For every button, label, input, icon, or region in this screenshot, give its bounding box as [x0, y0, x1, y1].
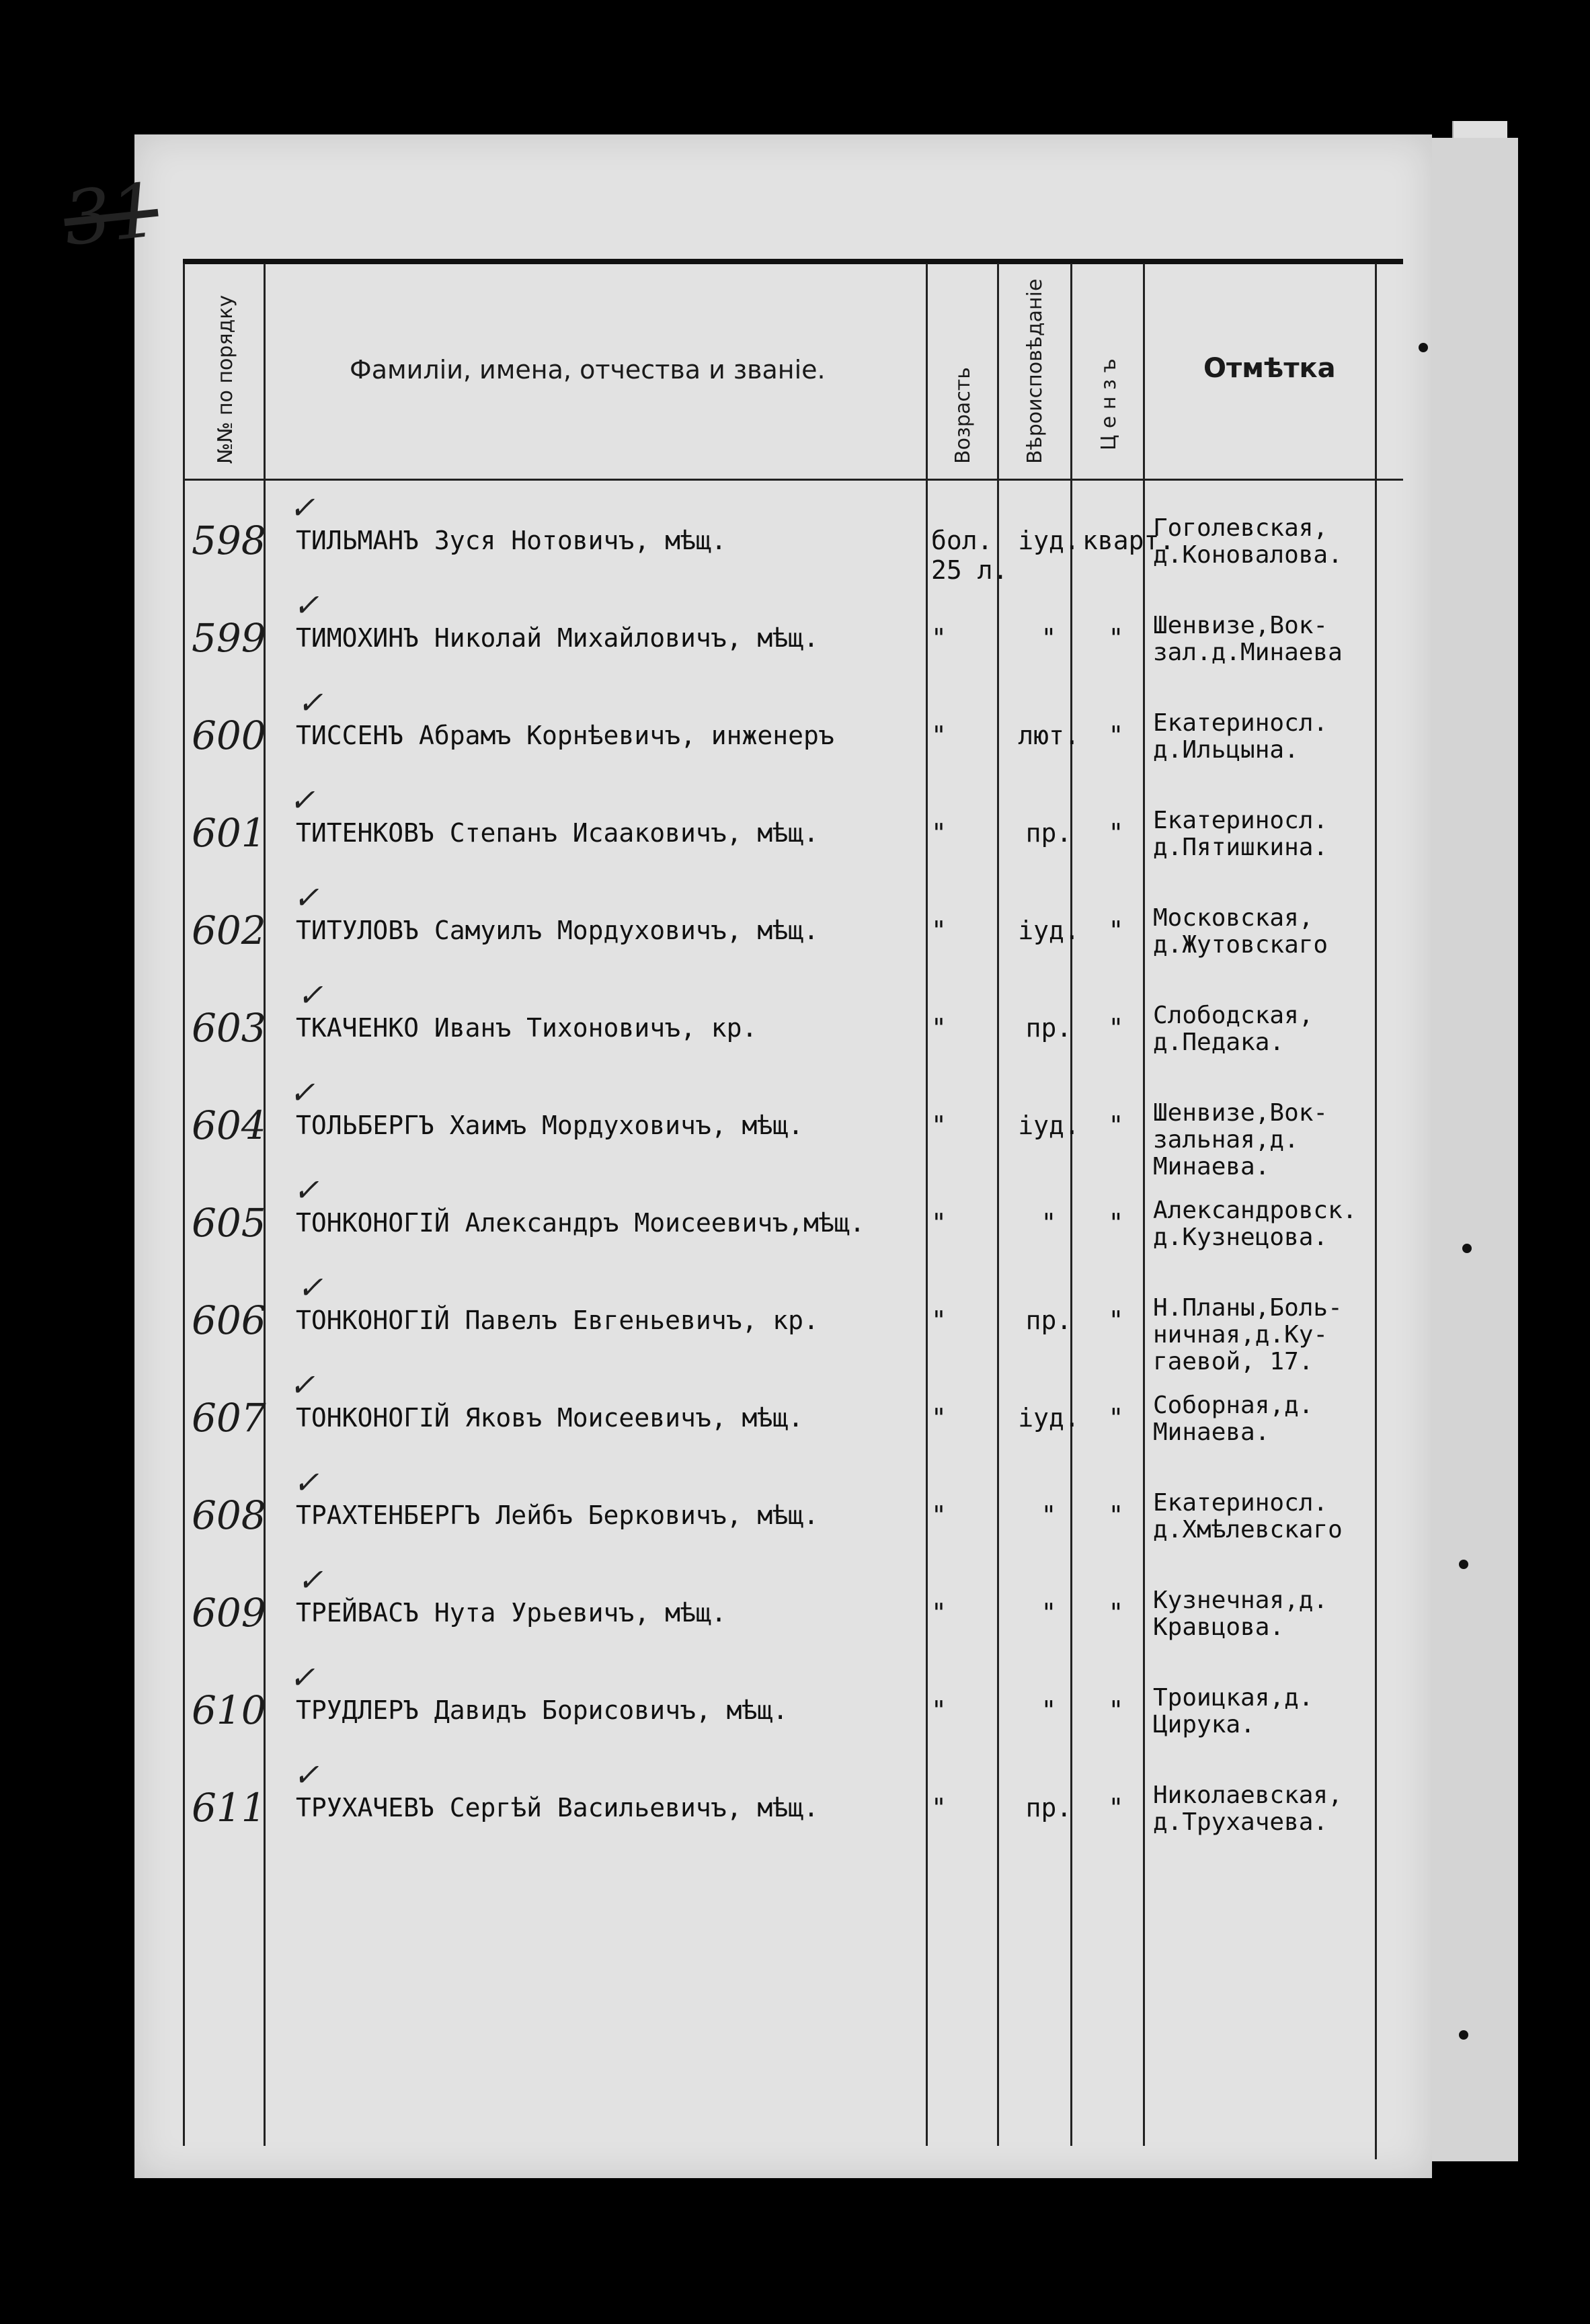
- check-mark-icon: ✓: [293, 1172, 319, 1208]
- person-religion: ": [1041, 1500, 1057, 1530]
- person-age: ": [931, 1793, 947, 1822]
- person-census: ": [1108, 916, 1124, 945]
- person-address: Слободская, д.Педака.: [1153, 1002, 1314, 1056]
- person-religion: ": [1041, 1695, 1057, 1725]
- row-number: 611: [192, 1785, 266, 1831]
- table-row: [0, 1172, 1590, 1294]
- person-census: ": [1108, 1500, 1124, 1530]
- row-number: 598: [192, 518, 266, 563]
- person-address: Гоголевская, д.Коновалова.: [1153, 514, 1343, 569]
- person-name: ТОНКОНОГIЙ Яковъ Моисеевичъ, мѣщ.: [296, 1403, 803, 1433]
- person-address: Николаевская, д.Трухачева.: [1153, 1781, 1343, 1836]
- table-row: [0, 489, 1590, 612]
- person-address: Н.Планы,Боль- ничная,д.Ку- гаевой, 17.: [1153, 1294, 1343, 1375]
- table-row: [0, 977, 1590, 1099]
- person-name: ТОЛЬБЕРГЪ Хаимъ Мордуховичъ, мѣщ.: [296, 1111, 803, 1140]
- person-age: ": [931, 721, 947, 750]
- person-age: ": [931, 1208, 947, 1238]
- person-religion: пр.: [1025, 1013, 1072, 1043]
- person-age: ": [931, 1306, 947, 1335]
- person-age: ": [931, 1598, 947, 1628]
- binding-hole: [1459, 1560, 1468, 1569]
- table-row: [0, 1659, 1590, 1781]
- check-mark-icon: ✓: [293, 1757, 319, 1793]
- table-row: [0, 1367, 1590, 1489]
- person-religion: iуд.: [1018, 526, 1080, 555]
- person-address: Екатериносл. д.Ильцына.: [1153, 709, 1328, 764]
- person-address: Шенвизе,Вок- зал.д.Минаева: [1153, 612, 1343, 666]
- person-census: ": [1108, 1013, 1124, 1043]
- header-religion: Вѣроисповѣданіе: [1023, 278, 1047, 464]
- person-age: ": [931, 916, 947, 945]
- person-name: ТОНКОНОГIЙ Павелъ Евгеньевичъ, кр.: [296, 1306, 819, 1335]
- row-number: 610: [192, 1687, 266, 1733]
- person-name: ТИССЕНЪ Абрамъ Корнѣевичъ, инженеръ: [296, 721, 834, 750]
- person-religion: ": [1041, 623, 1057, 653]
- person-census: ": [1108, 1208, 1124, 1238]
- person-census: кварт.: [1082, 526, 1175, 555]
- person-age: ": [931, 1111, 947, 1140]
- header-top-rule: [183, 259, 1403, 264]
- person-religion: ": [1041, 1598, 1057, 1628]
- person-name: ТРУХАЧЕВЪ Сергѣй Васильевичъ, мѣщ.: [296, 1793, 819, 1822]
- row-number: 604: [192, 1103, 266, 1148]
- header-note: Отмѣтка: [1203, 353, 1336, 384]
- check-mark-icon: ✓: [297, 1269, 323, 1306]
- table-row: [0, 1269, 1590, 1392]
- person-religion: ": [1041, 1208, 1057, 1238]
- check-mark-icon: ✓: [293, 879, 319, 916]
- table-row: [0, 1562, 1590, 1684]
- table-row: [0, 1074, 1590, 1197]
- person-census: ": [1108, 1111, 1124, 1140]
- check-mark-icon: ✓: [289, 1367, 315, 1403]
- person-name: ТОНКОНОГIЙ Александръ Моисеевичъ,мѣщ.: [296, 1208, 865, 1238]
- row-number: 603: [192, 1005, 266, 1051]
- person-address: Екатериносл. д.Пятишкина.: [1153, 807, 1328, 861]
- check-mark-icon: ✓: [289, 1074, 315, 1111]
- table-row: [0, 879, 1590, 1002]
- binding-hole: [1459, 2030, 1468, 2040]
- row-number: 606: [192, 1297, 266, 1343]
- person-age: ": [931, 1500, 947, 1530]
- person-religion: iуд.: [1018, 916, 1080, 945]
- table-row: [0, 782, 1590, 904]
- row-number: 599: [192, 615, 266, 661]
- person-religion: iуд.: [1018, 1111, 1080, 1140]
- person-address: Кузнечная,д. Кравцова.: [1153, 1587, 1328, 1641]
- table-row: [0, 587, 1590, 709]
- row-number: 608: [192, 1492, 266, 1538]
- person-census: ": [1108, 1598, 1124, 1628]
- person-age: ": [931, 1695, 947, 1725]
- person-address: Московская, д.Жутовскаго: [1153, 904, 1328, 959]
- person-name: ТРУДЛЕРЪ Давидъ Борисовичъ, мѣщ.: [296, 1695, 789, 1725]
- person-address: Шенвизе,Вок- зальная,д. Минаева.: [1153, 1099, 1328, 1180]
- check-mark-icon: ✓: [289, 489, 315, 526]
- person-address: Соборная,д. Минаева.: [1153, 1392, 1314, 1446]
- person-name: ТИМОХИНЪ Николай Михайловичъ, мѣщ.: [296, 623, 819, 653]
- check-mark-icon: ✓: [293, 587, 319, 623]
- binding-hole: [1419, 343, 1428, 352]
- person-census: ": [1108, 1793, 1124, 1822]
- person-age: ": [931, 818, 947, 848]
- person-name: ТИТУЛОВЪ Самуилъ Мордуховичъ, мѣщ.: [296, 916, 819, 945]
- check-mark-icon: ✓: [297, 684, 323, 721]
- header-number: №№ по порядку: [214, 294, 237, 464]
- header-age: Возрасть: [951, 367, 975, 464]
- check-mark-icon: ✓: [297, 1562, 323, 1598]
- person-census: ": [1108, 1306, 1124, 1335]
- person-census: ": [1108, 721, 1124, 750]
- row-number: 607: [192, 1395, 266, 1441]
- person-name: ТИЛЬМАНЪ Зуся Нотовичъ, мѣщ.: [296, 526, 727, 555]
- check-mark-icon: ✓: [289, 1659, 315, 1695]
- row-number: 600: [192, 713, 266, 758]
- table-row: [0, 1757, 1590, 1879]
- person-address: Троицкая,д. Цирука.: [1153, 1684, 1314, 1738]
- header-census: Ц е н з ъ: [1097, 358, 1121, 450]
- row-number: 601: [192, 810, 266, 856]
- person-census: ": [1108, 623, 1124, 653]
- person-census: ": [1108, 1403, 1124, 1433]
- person-age: ": [931, 1013, 947, 1043]
- check-mark-icon: ✓: [297, 977, 323, 1013]
- header-bottom-rule: [183, 479, 1403, 481]
- table-row: [0, 1464, 1590, 1587]
- person-religion: пр.: [1025, 1306, 1072, 1335]
- person-age: ": [931, 1403, 947, 1433]
- row-number: 605: [192, 1200, 266, 1246]
- person-address: Александровск. д.Кузнецова.: [1153, 1197, 1357, 1251]
- sheet-number: 31: [59, 167, 163, 262]
- person-religion: iуд.: [1018, 1403, 1080, 1433]
- person-age: ": [931, 623, 947, 653]
- row-number: 609: [192, 1590, 266, 1636]
- person-census: ": [1108, 818, 1124, 848]
- person-religion: лют.: [1018, 721, 1080, 750]
- person-name: ТКАЧЕНКО Иванъ Тихоновичъ, кр.: [296, 1013, 758, 1043]
- person-census: ": [1108, 1695, 1124, 1725]
- person-name: ТРАХТЕНБЕРГЪ Лейбъ Берковичъ, мѣщ.: [296, 1500, 819, 1530]
- person-religion: пр.: [1025, 818, 1072, 848]
- row-number: 602: [192, 908, 266, 953]
- person-name: ТРЕЙВАСЪ Нута Урьевичъ, мѣщ.: [296, 1598, 727, 1628]
- person-address: Екатериносл. д.Хмѣлевскаго: [1153, 1489, 1343, 1544]
- table-row: [0, 684, 1590, 807]
- person-age: бол. 25 л.: [931, 526, 1008, 585]
- person-name: ТИТЕНКОВЪ Степанъ Исааковичъ, мѣщ.: [296, 818, 819, 848]
- check-mark-icon: ✓: [293, 1464, 319, 1500]
- person-religion: пр.: [1025, 1793, 1072, 1822]
- header-name: Фамиліи, имена, отчества и званіе.: [350, 355, 826, 385]
- check-mark-icon: ✓: [289, 782, 315, 818]
- binding-hole: [1462, 1244, 1472, 1253]
